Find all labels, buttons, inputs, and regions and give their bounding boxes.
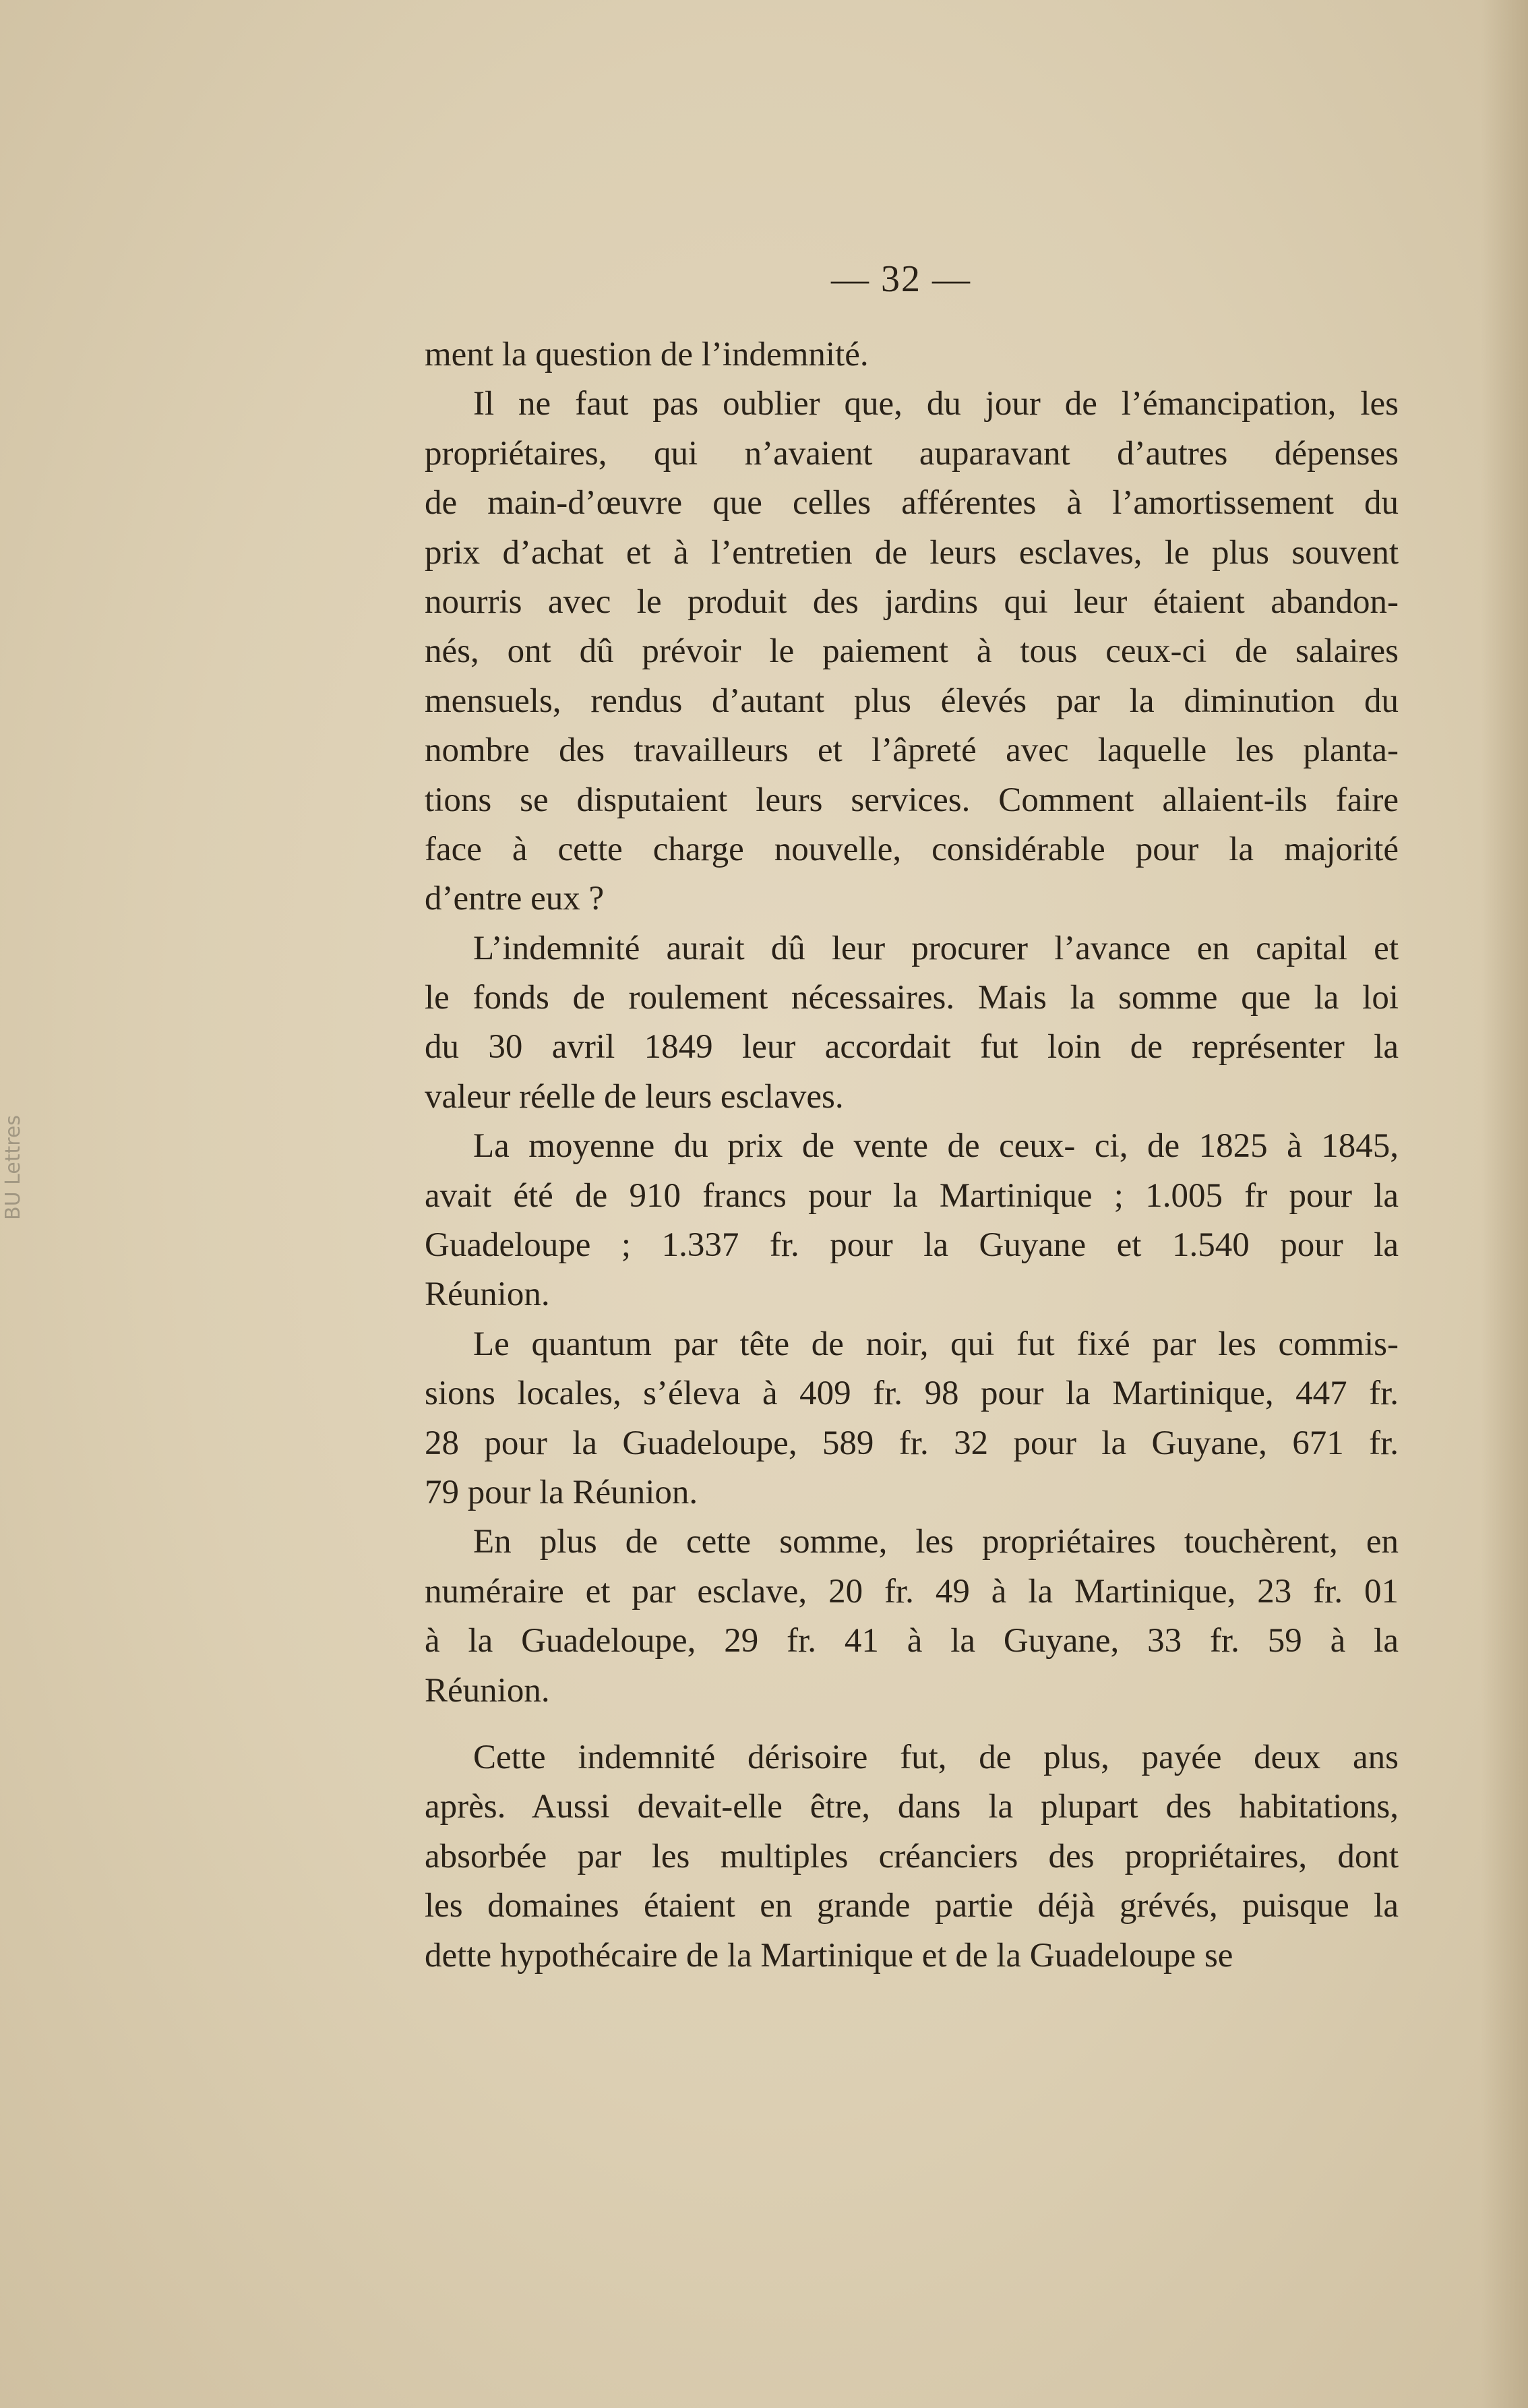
page-number: — 32 — [831, 258, 971, 300]
body-text [425, 330, 1399, 1981]
text-line: à la Guadeloupe, 29 fr. 41 à la Guyane, 33 fr. 59 à la [425, 1622, 1399, 1660]
text-line: 79 pour la Réunion. [425, 1473, 698, 1511]
text-line: numéraire et par esclave, 20 fr. 49 à la Martinique, 23 fr. 01 [425, 1572, 1399, 1611]
text-line: les domaines étaient en grande partie déjà grévés, puisque la [425, 1887, 1399, 1925]
text-line: d’entre eux ? [425, 880, 605, 918]
paragraph [425, 380, 1399, 924]
paragraph-gap [425, 1716, 1399, 1733]
text-line: Réunion. [425, 1275, 550, 1314]
text-line: L’indemnité aurait dû leur procurer l’avance en capital et [473, 929, 1399, 967]
text-line: Le quantum par tête de noir, qui fut fixé par les commis- [473, 1325, 1399, 1363]
text-line: Il ne faut pas oublier que, du jour de l’émancipation, les [473, 385, 1399, 423]
text-line: mensuels, rendus d’autant plus élevés par la diminution du [425, 682, 1399, 720]
text-line: prix d’achat et à l’entretien de leurs esclaves, le plus souvent [425, 533, 1399, 572]
text-line: face à cette charge nouvelle, considérable pour la majorité [425, 830, 1399, 868]
text-line: En plus de cette somme, les propriétaires touchèrent, en [473, 1523, 1399, 1561]
text-line: nombre des travailleurs et l’âpreté avec laquelle les planta- [425, 731, 1399, 770]
text-line: ment la question de l’indemnité. [425, 336, 869, 373]
text-line: le fonds de roulement nécessaires. Mais la somme que la loi [425, 979, 1399, 1017]
library-stamp: BU Lettres [1, 1114, 25, 1220]
text-line: Guadeloupe ; 1.337 fr. pour la Guyane et 1.540 pour la [425, 1226, 1399, 1265]
paragraph [425, 1733, 1399, 1981]
text-line: Réunion. [425, 1671, 550, 1710]
text-line: du 30 avril 1849 leur accordait fut loin de représenter la [425, 1028, 1399, 1066]
page-edge-shadow [1481, 0, 1528, 2408]
text-line: après. Aussi devait-elle être, dans la plupart des habitations, [425, 1788, 1399, 1826]
text-line: nés, ont dû prévoir le paiement à tous ceux-ci de salaires [425, 632, 1399, 671]
text-line: sions locales, s’éleva à 409 fr. 98 pour la Martinique, 447 fr. [425, 1375, 1399, 1413]
paragraph [425, 330, 1399, 380]
text-line: tions se disputaient leurs services. Comment allaient-ils faire [425, 781, 1399, 819]
paragraph [425, 924, 1399, 1122]
paragraph [425, 1320, 1399, 1518]
text-line: avait été de 910 francs pour la Martinique ; 1.005 fr pour la [425, 1176, 1399, 1215]
text-line: Cette indemnité dérisoire fut, de plus, payée deux ans [473, 1738, 1399, 1776]
paragraph [425, 1517, 1399, 1716]
paragraph [425, 1122, 1399, 1320]
text-line: propriétaires, qui n’avaient auparavant d’autres dépenses [425, 434, 1399, 473]
text-line: 28 pour la Guadeloupe, 589 fr. 32 pour la Guyane, 671 fr. [425, 1424, 1399, 1462]
text-line: absorbée par les multiples créanciers des propriétaires, dont [425, 1837, 1399, 1875]
text-line: valeur réelle de leurs esclaves. [425, 1077, 844, 1116]
text-line: dette hypothécaire de la Martinique et de la Guadeloupe se [425, 1936, 1233, 1975]
text-line: La moyenne du prix de vente de ceux- ci, de 1825 à 1845, [473, 1127, 1399, 1166]
text-line: nourris avec le produit des jardins qui leur étaient abandon- [425, 582, 1399, 621]
text-line: de main-d’œuvre que celles afférentes à l’amortissement du [425, 484, 1399, 522]
